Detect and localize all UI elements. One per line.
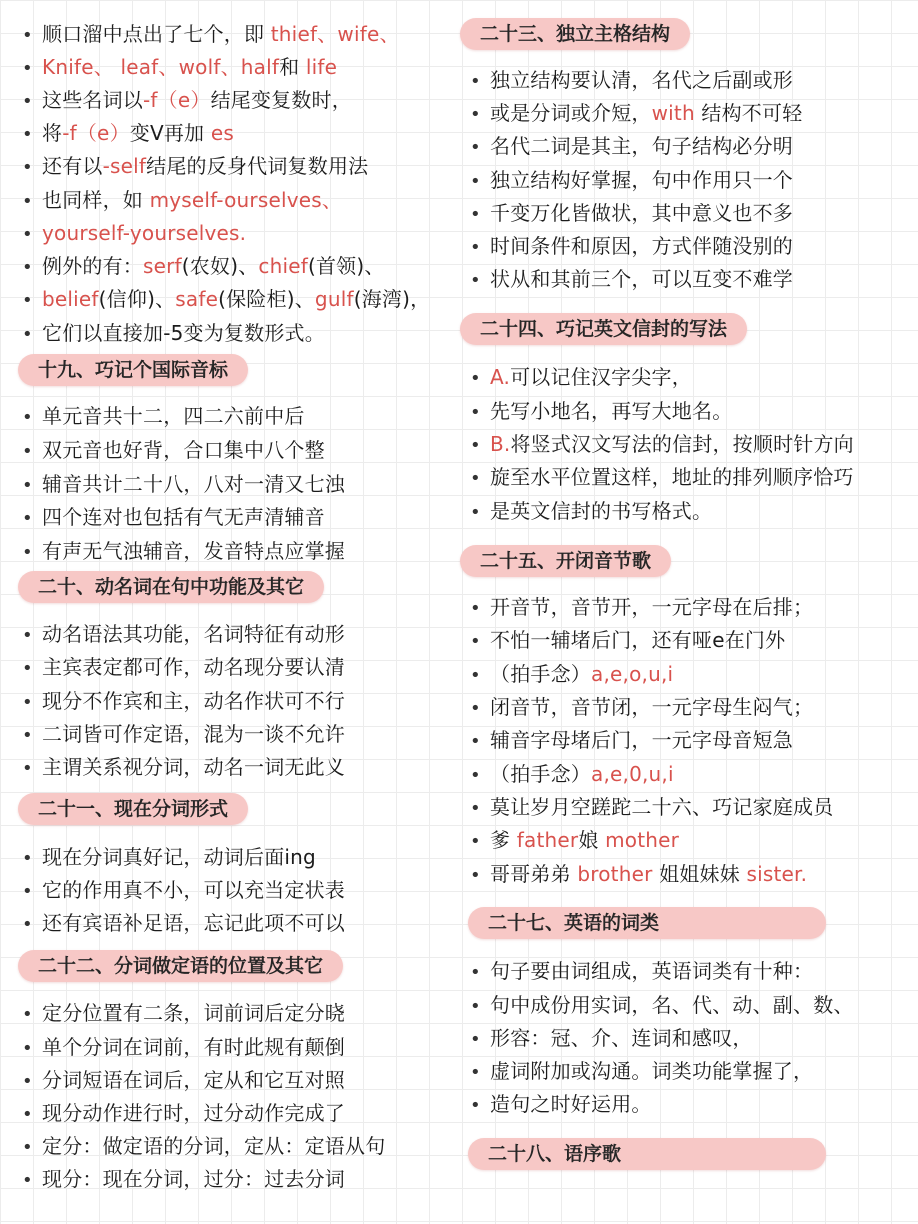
- list-item: [22, 841, 316, 874]
- bullet-icon: •: [470, 665, 481, 686]
- list-item: [22, 150, 368, 183]
- line-text: 单元音共十二，四二六前中后: [42, 404, 305, 428]
- bullet-icon: •: [22, 725, 33, 746]
- list-item: [470, 230, 793, 263]
- list-item: [470, 64, 793, 97]
- bullet-icon: •: [22, 758, 33, 779]
- list-item: [22, 1163, 345, 1196]
- list-item: [470, 495, 712, 528]
- line-text: (首领)、: [307, 254, 385, 278]
- section-header: 十九、巧记个国际音标: [18, 354, 248, 386]
- bullet-icon: •: [22, 1071, 33, 1092]
- bullet-icon: •: [22, 157, 33, 178]
- section-header: 二十二、分词做定语的位置及其它: [18, 950, 343, 982]
- bullet-icon: •: [470, 1029, 481, 1050]
- list-item: [22, 501, 325, 534]
- bullet-icon: •: [470, 698, 481, 719]
- list-item: [22, 1097, 345, 1130]
- list-item: [470, 130, 793, 163]
- list-item: [22, 535, 345, 568]
- line-text: 可以记住汉字尖字，: [510, 365, 692, 389]
- line-text: 例外的有：: [42, 254, 143, 278]
- list-item: [22, 1031, 345, 1064]
- list-item: [22, 651, 345, 684]
- line-text: 将竖式汉文写法的信封，按顺时针方向: [510, 432, 854, 456]
- list-item: [22, 1130, 385, 1163]
- bullet-icon: •: [22, 542, 33, 563]
- section-header: 二十七、英语的词类: [468, 907, 826, 939]
- bullet-icon: •: [470, 368, 481, 389]
- highlighted-text: safe: [175, 287, 219, 311]
- list-item: [470, 758, 674, 791]
- bullet-icon: •: [470, 468, 481, 489]
- bullet-icon: •: [22, 441, 33, 462]
- bullet-icon: •: [470, 865, 481, 886]
- bullet-icon: •: [22, 692, 33, 713]
- list-item: [470, 724, 793, 757]
- list-item: [470, 658, 673, 691]
- list-item: [470, 824, 679, 857]
- bullet-icon: •: [22, 658, 33, 679]
- list-item: [22, 317, 325, 350]
- highlighted-text: a,e,o,u,i: [591, 662, 674, 686]
- line-text: 它的作用真不小，可以充当定状表: [42, 878, 345, 902]
- line-text: 分词短语在词后，定从和它互对照: [42, 1068, 345, 1092]
- bullet-icon: •: [22, 257, 33, 278]
- list-item: [470, 361, 692, 394]
- highlighted-text: belief: [42, 287, 99, 311]
- list-item: [22, 874, 345, 907]
- line-text: 形容：冠、介、连词和感叹，: [490, 1026, 753, 1050]
- bullet-icon: •: [22, 625, 33, 646]
- line-text: 这些名词以: [42, 88, 143, 112]
- line-text: 不怕一辅堵后门，还有哑e在门外: [490, 628, 786, 652]
- bullet-icon: •: [470, 402, 481, 423]
- list-item: [470, 691, 813, 724]
- bullet-icon: •: [22, 407, 33, 428]
- list-item: [470, 624, 785, 657]
- line-text: 虚词附加或沟通。词类功能掌握了，: [490, 1059, 814, 1083]
- bullet-icon: •: [470, 204, 481, 225]
- line-text: 定分：做定语的分词，定从：定语从句: [42, 1134, 386, 1158]
- highlighted-text: with: [651, 101, 695, 125]
- section-header: 二十三、独立主格结构: [460, 18, 690, 50]
- line-text: 娘: [578, 828, 606, 852]
- highlighted-text: a,e,0,u,i: [591, 762, 674, 786]
- line-text: 结尾变复数时，: [210, 88, 352, 112]
- list-item: [470, 1055, 813, 1088]
- highlighted-text: life: [305, 55, 338, 79]
- list-item: [22, 907, 345, 940]
- list-item: [22, 217, 246, 250]
- list-item: [22, 250, 385, 283]
- bullet-icon: •: [22, 1038, 33, 1059]
- line-text: (信仰)、: [98, 287, 176, 311]
- list-item: [470, 791, 833, 824]
- bullet-icon: •: [22, 1170, 33, 1191]
- list-item: [470, 164, 793, 197]
- highlighted-text: father: [516, 828, 579, 852]
- bullet-icon: •: [22, 881, 33, 902]
- highlighted-text: brother: [577, 862, 653, 886]
- line-text: 旋至水平位置这样，地址的排列顺序恰巧: [490, 465, 854, 489]
- line-text: 主谓关系视分词，动名一词无此义: [42, 755, 345, 779]
- line-text: 结尾的反身代词复数用法: [146, 154, 369, 178]
- line-text: 句子要由词组成，英语词类有十种：: [490, 959, 814, 983]
- line-text: 姐姐妹妹: [652, 862, 747, 886]
- bullet-icon: •: [470, 171, 481, 192]
- line-text: (保险柜)、: [218, 287, 315, 311]
- list-item: [22, 117, 234, 150]
- bullet-icon: •: [470, 137, 481, 158]
- line-text: 时间条件和原因，方式伴随没别的: [490, 234, 793, 258]
- highlighted-text: chief: [258, 254, 308, 278]
- bullet-icon: •: [22, 324, 33, 345]
- bullet-icon: •: [470, 502, 481, 523]
- highlighted-text: -self: [102, 154, 147, 178]
- list-item: [22, 51, 337, 84]
- highlighted-text: yourself-yourselves.: [42, 221, 247, 245]
- list-item: [470, 395, 732, 428]
- line-text: 现分动作进行时，过分动作完成了: [42, 1101, 345, 1125]
- section-header: 二十、动名词在句中功能及其它: [18, 571, 324, 603]
- bullet-icon: •: [22, 124, 33, 145]
- line-text: 定分位置有二条，词前词后定分晓: [42, 1001, 345, 1025]
- list-item: [22, 751, 345, 784]
- list-item: [22, 84, 352, 117]
- bullet-icon: •: [470, 237, 481, 258]
- bullet-icon: •: [470, 598, 481, 619]
- bullet-icon: •: [470, 731, 481, 752]
- highlighted-text: es: [210, 121, 234, 145]
- bullet-icon: •: [470, 831, 481, 852]
- line-text: (海湾)，: [353, 287, 431, 311]
- list-item: [22, 184, 342, 217]
- bullet-icon: •: [470, 270, 481, 291]
- highlighted-text: -f（e）: [143, 88, 211, 112]
- highlighted-text: mother: [605, 828, 680, 852]
- line-text: 有声无气浊辅音，发音特点应掌握: [42, 539, 345, 563]
- line-text: 或是分词或介短，: [490, 101, 652, 125]
- line-text: 也同样，如: [42, 188, 150, 212]
- line-text: 单个分词在词前，有时此规有颠倒: [42, 1035, 345, 1059]
- bullet-icon: •: [22, 224, 33, 245]
- highlighted-text: Knife、 leaf、wolf、half: [42, 55, 280, 79]
- line-text: 现分：现在分词，过分：过去分词: [42, 1167, 345, 1191]
- line-text: 和: [279, 55, 306, 79]
- list-item: [470, 428, 854, 461]
- highlighted-text: -f（e）: [62, 121, 130, 145]
- bullet-icon: •: [470, 996, 481, 1017]
- line-text: 先写小地名，再写大地名。: [490, 399, 733, 423]
- line-text: 是英文信封的书写格式。: [490, 499, 713, 523]
- list-item: [470, 263, 793, 296]
- line-text: 状从和其前三个，可以互变不难学: [490, 267, 793, 291]
- line-text: 现在分词真好记，动词后面ing: [42, 845, 316, 869]
- list-item: [22, 434, 325, 467]
- list-item: [22, 997, 345, 1030]
- highlighted-text: sister.: [746, 862, 808, 886]
- bullet-icon: •: [22, 1137, 33, 1158]
- list-item: [470, 97, 802, 130]
- line-text: 独立结构要认清，名代之后副或形: [490, 68, 793, 92]
- bullet-icon: •: [22, 848, 33, 869]
- line-text: 爹: [490, 828, 517, 852]
- line-text: 双元音也好背，合口集中八个整: [42, 438, 325, 462]
- highlighted-text: myself-ourselves、: [149, 188, 343, 212]
- line-text: 独立结构好掌握，句中作用只一个: [490, 168, 793, 192]
- line-text: 闭音节，音节闭，一元字母生闷气；: [490, 695, 814, 719]
- list-item: [470, 461, 854, 494]
- bullet-icon: •: [470, 435, 481, 456]
- line-text: 变V再加: [129, 121, 211, 145]
- bullet-icon: •: [470, 765, 481, 786]
- bullet-icon: •: [22, 290, 33, 311]
- bullet-icon: •: [470, 71, 481, 92]
- bullet-icon: •: [470, 104, 481, 125]
- line-text: (农奴)、: [181, 254, 259, 278]
- line-text: 结构不可轻: [694, 101, 803, 125]
- bullet-icon: •: [470, 798, 481, 819]
- list-item: [22, 400, 305, 433]
- highlighted-text: A.: [490, 365, 511, 389]
- list-item: [22, 283, 430, 316]
- bullet-icon: •: [470, 1095, 481, 1116]
- bullet-icon: •: [470, 631, 481, 652]
- section-header: 二十一、现在分词形式: [18, 793, 248, 825]
- bullet-icon: •: [470, 962, 481, 983]
- bullet-icon: •: [22, 58, 33, 79]
- highlighted-text: serf: [143, 254, 182, 278]
- section-header: 二十四、巧记英文信封的写法: [460, 313, 747, 345]
- bullet-icon: •: [22, 475, 33, 496]
- line-text: 哥哥弟弟: [490, 862, 578, 886]
- list-item: [470, 989, 854, 1022]
- list-item: [470, 858, 807, 891]
- line-text: 现分不作宾和主，动名作状可不行: [42, 689, 345, 713]
- bullet-icon: •: [22, 1104, 33, 1125]
- bullet-icon: •: [22, 191, 33, 212]
- line-text: 主宾表定都可作，动名现分要认清: [42, 655, 345, 679]
- highlighted-text: gulf: [314, 287, 354, 311]
- list-item: [470, 955, 813, 988]
- line-text: 句中成份用实词，名、代、动、副、数、: [490, 993, 854, 1017]
- line-text: 二词皆可作定语，混为一谈不允许: [42, 722, 345, 746]
- highlighted-text: B.: [490, 432, 511, 456]
- line-text: 顺口溜中点出了七个，即: [42, 22, 271, 46]
- line-text: （拍手念）: [490, 762, 591, 786]
- list-item: [470, 1088, 652, 1121]
- list-item: [22, 685, 345, 718]
- section-header: 二十八、语序歌: [468, 1138, 826, 1170]
- line-text: 名代二词是其主，句子结构必分明: [490, 134, 793, 158]
- highlighted-text: thief、wife、: [270, 22, 400, 46]
- list-item: [22, 18, 400, 51]
- line-text: 还有以: [42, 154, 103, 178]
- section-header: 二十五、开闭音节歌: [460, 545, 671, 577]
- line-text: 它们以直接加-5变为复数形式。: [42, 321, 325, 345]
- list-item: [22, 468, 345, 501]
- bullet-icon: •: [22, 25, 33, 46]
- bullet-icon: •: [22, 1004, 33, 1025]
- list-item: [470, 1022, 753, 1055]
- line-text: 千变万化皆做状，其中意义也不多: [490, 201, 793, 225]
- list-item: [22, 718, 345, 751]
- line-text: 还有宾语补足语，忘记此项不可以: [42, 911, 345, 935]
- line-text: 开音节，音节开，一元字母在后排；: [490, 595, 814, 619]
- line-text: 将: [42, 121, 63, 145]
- bullet-icon: •: [470, 1062, 481, 1083]
- line-text: 辅音字母堵后门，一元字母音短急: [490, 728, 793, 752]
- bullet-icon: •: [22, 508, 33, 529]
- bullet-icon: •: [22, 914, 33, 935]
- list-item: [470, 197, 793, 230]
- line-text: 动名语法其功能，名词特征有动形: [42, 622, 345, 646]
- list-item: [22, 618, 345, 651]
- bullet-icon: •: [22, 91, 33, 112]
- line-text: 莫让岁月空蹉跎二十六、巧记家庭成员: [490, 795, 834, 819]
- list-item: [470, 591, 813, 624]
- line-text: 造句之时好运用。: [490, 1092, 652, 1116]
- line-text: （拍手念）: [490, 662, 591, 686]
- line-text: 辅音共计二十八，八对一清又七浊: [42, 472, 345, 496]
- list-item: [22, 1064, 345, 1097]
- line-text: 四个连对也包括有气无声清辅音: [42, 505, 325, 529]
